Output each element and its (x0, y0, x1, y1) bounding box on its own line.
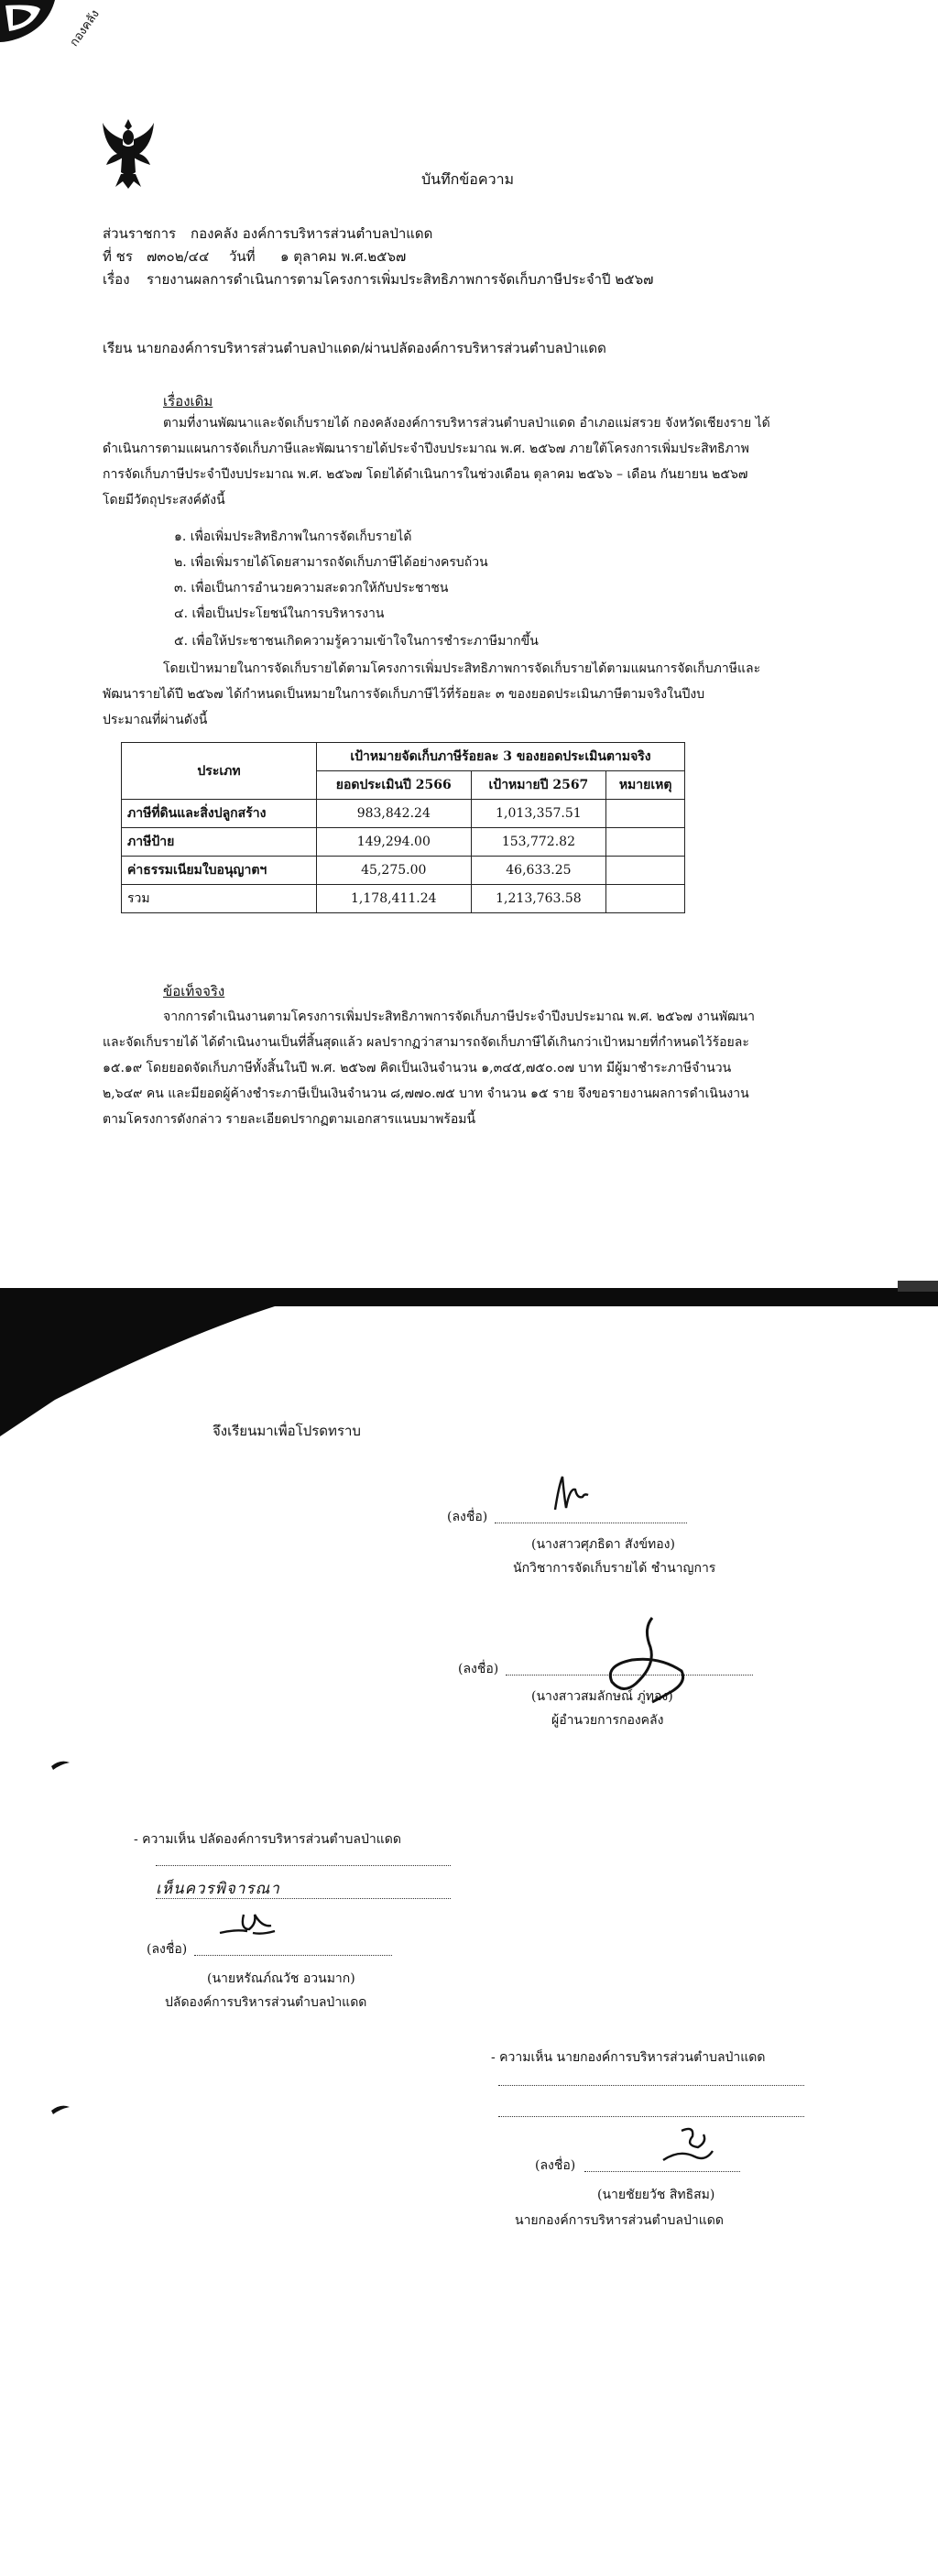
background-line: โดยมีวัตถุประสงค์ดังนี้ (103, 493, 225, 508)
row-note (606, 828, 685, 857)
total-2566: 1,178,411.24 (317, 885, 472, 913)
target-line: พัฒนารายได้ปี ๒๕๖๗ ได้กำหนดเป็นหมายในการจัดเก็บภาษีไว้ที่ร้อยละ ๓ ของยอดประเมินภาษีตามจริงในปีงบ (103, 687, 705, 702)
col-header-group: เป้าหมายจัดเก็บภาษีร้อยละ 3 ของยอดประเมินตามจริง (317, 743, 685, 771)
total-2567: 1,213,763.58 (471, 885, 606, 913)
memo-title: บันทึกข้อความ (421, 170, 515, 188)
table-row (122, 800, 685, 828)
row-note (606, 857, 685, 885)
col-header-type: ประเภท (122, 743, 317, 800)
garuda-emblem-icon (101, 117, 156, 191)
opinion-line (498, 2116, 804, 2117)
agency-label: ส่วนราชการ (103, 225, 177, 242)
date-value: ๑ ตุลาคม พ.ศ.๒๕๖๗ (280, 248, 407, 265)
opinion1-label: - ความเห็น ปลัดองค์การบริหารส่วนตำบลป่าแดด (134, 1832, 401, 1847)
table-row (122, 857, 685, 885)
row-type: ค่าธรรมเนียมใบอนุญาตฯ (122, 857, 317, 885)
col-header-2566: ยอดประเมินปี 2566 (317, 771, 472, 800)
total-note (606, 885, 685, 913)
col-header-2567: เป้าหมายปี 2567 (471, 771, 606, 800)
row-note (606, 800, 685, 828)
background-heading: เรื่องเดิม (163, 393, 213, 409)
signature-line (584, 2171, 740, 2172)
agency-value: กองคลัง องค์การบริหารส่วนตำบลป่าแดด (191, 225, 433, 242)
tax-target-table (121, 742, 685, 913)
opinion1-handwritten: เห็นควรพิจารณา (156, 1880, 280, 1898)
background-line: ดำเนินการตามแผนการจัดเก็บภาษีและพัฒนารายได้ประจำปีงบประมาณ พ.ศ. ๒๕๖๗ ภายใต้โครงการเพิ่มประสิทธิภาพ (103, 442, 749, 456)
handwritten-signature-3 (216, 1905, 280, 1942)
facts-heading: ข้อเท็จจริง (163, 983, 225, 999)
facts-line: ๒,๖๔๙ คน และมียอดผู้ค้างชำระภาษีเป็นเงินจำนวน ๘,๗๗๐.๗๕ บาท จำนวน ๑๕ ราย จึงขอรายงานผลการดำเนินงาน (103, 1086, 749, 1101)
scan-margin-mark (49, 2101, 71, 2116)
opinion1-position: ปลัดองค์การบริหารส่วนตำบลป่าแดด (165, 1995, 367, 2010)
objective-item: ๔. เพื่อเป็นประโยชน์ในการบริหารงาน (174, 606, 385, 621)
opinion-line (498, 2085, 804, 2086)
target-line: โดยเป้าหมายในการจัดเก็บรายได้ตามโครงการเพิ่มประสิทธิภาพการจัดเก็บรายได้ตามแผนการจัดเก็บภาษีและ (163, 661, 761, 676)
row-type: ภาษีป้าย (122, 828, 317, 857)
stamp-text: กองคลัง (67, 7, 103, 49)
row-2566: 149,294.00 (317, 828, 472, 857)
opinion1-name: (นายหรัณภ์ณวัช อวนมาก) (207, 1971, 355, 1986)
objective-item: ๕. เพื่อให้ประชาชนเกิดความรู้ความเข้าใจในการชำระภาษีมากขึ้น (174, 634, 539, 649)
row-2567: 1,013,357.51 (471, 800, 606, 828)
signature-line (194, 1955, 392, 1956)
scan-margin-mark (49, 1757, 71, 1772)
background-line: ตามที่งานพัฒนาและจัดเก็บรายได้ กองคลังองค์การบริหารส่วนตำบลป่าแดด อำเภอแม่สรวย จังหวัดเชียงราย ได้ (163, 416, 770, 431)
row-type: ภาษีที่ดินและสิ่งปลูกสร้าง (122, 800, 317, 828)
opinion2-label: - ความเห็น นายกองค์การบริหารส่วนตำบลป่าแดด (491, 2050, 766, 2065)
objective-item: ๓. เพื่อเป็นการอำนวยความสะดวกให้กับประชาชน (174, 581, 449, 595)
opinion-line (156, 1865, 451, 1866)
sig2-sign-label: (ลงชื่อ) (458, 1662, 499, 1676)
row-2567: 153,772.82 (471, 828, 606, 857)
background-line: การจัดเก็บภาษีประจำปีงบประมาณ พ.ศ. ๒๕๖๗ โดยได้ดำเนินการในช่วงเดือน ตุลาคม ๒๕๖๖ – เดือน กันยายน ๒๕๖๗ (103, 467, 748, 482)
ref-number: ๗๓๐๒/๔๔ (147, 248, 210, 265)
total-label: รวม (122, 885, 317, 913)
col-header-note: หมายเหตุ (606, 771, 685, 800)
row-2566: 45,275.00 (317, 857, 472, 885)
facts-line: จากการดำเนินงานตามโครงการเพิ่มประสิทธิภาพการจัดเก็บภาษีประจำปีงบประมาณ พ.ศ. ๒๕๖๗ งานพัฒนา (163, 1010, 756, 1024)
closing-line: จึงเรียนมาเพื่อโปรดทราบ (213, 1423, 361, 1439)
facts-line: ๑๕.๑๙ โดยยอดจัดเก็บภาษีทั้งสิ้นในปี พ.ศ. ๒๕๖๗ คิดเป็นเงินจำนวน ๑,๓๔๕,๗๕๐.๐๗ บาท มีผู้มาชำระภาษีจำนวน (103, 1061, 732, 1075)
facts-line: ตามโครงการดังกล่าว รายละเอียดปรากฏตามเอกสารแนบมาพร้อมนี้ (103, 1112, 476, 1127)
sig2-name: (นางสาวสมลักษณ์ ภู่ทอง) (531, 1689, 673, 1704)
table-total-row (122, 885, 685, 913)
sig1-position: นักวิชาการจัดเก็บรายได้ ชำนาญการ (513, 1561, 716, 1576)
handwritten-signature-4 (658, 2123, 722, 2169)
subject-label: เรื่อง (103, 271, 130, 288)
row-2567: 46,633.25 (471, 857, 606, 885)
facts-line: และจัดเก็บรายได้ ได้ดำเนินงานเป็นที่สิ้นสุดแล้ว ผลปรากฏว่าสามารถจัดเก็บภาษีได้เกินกว่าเป้าหมายที่กำหนดไว้ร้อยละ (103, 1035, 749, 1050)
table-row (122, 828, 685, 857)
opinion2-sign-label: (ลงชื่อ) (535, 2158, 576, 2173)
page-break-shadow (0, 1281, 938, 1464)
objective-item: ๒. เพื่อเพิ่มรายได้โดยสามารถจัดเก็บภาษีได้อย่างครบถ้วน (174, 555, 488, 570)
row-2566: 983,842.24 (317, 800, 472, 828)
recipient-line: เรียน นายกองค์การบริหารส่วนตำบลป่าแดด/ผ่านปลัดองค์การบริหารส่วนตำบลป่าแดด (103, 340, 606, 356)
subject-value: รายงานผลการดำเนินการตามโครงการเพิ่มประสิทธิภาพการจัดเก็บภาษีประจำปี ๒๕๖๗ (147, 271, 654, 288)
sig1-sign-label: (ลงชื่อ) (447, 1510, 488, 1524)
ref-label: ที่ ชร (103, 248, 133, 265)
objective-item: ๑. เพื่อเพิ่มประสิทธิภาพในการจัดเก็บรายได้ (174, 529, 412, 544)
opinion1-sign-label: (ลงชื่อ) (147, 1942, 188, 1957)
sig2-position: ผู้อำนวยการกองคลัง (551, 1713, 664, 1728)
target-line: ประมาณที่ผ่านดังนี้ (103, 713, 208, 727)
opinion-line (156, 1898, 451, 1899)
handwritten-signature-1 (548, 1469, 594, 1515)
opinion2-position: นายกองค์การบริหารส่วนตำบลป่าแดด (515, 2213, 724, 2228)
date-label: วันที่ (229, 248, 256, 265)
opinion2-name: (นายชัยยวัช สิทธิสม) (597, 2188, 715, 2202)
sig1-name: (นางสาวศุภธิดา สังข์ทอง) (531, 1537, 675, 1552)
